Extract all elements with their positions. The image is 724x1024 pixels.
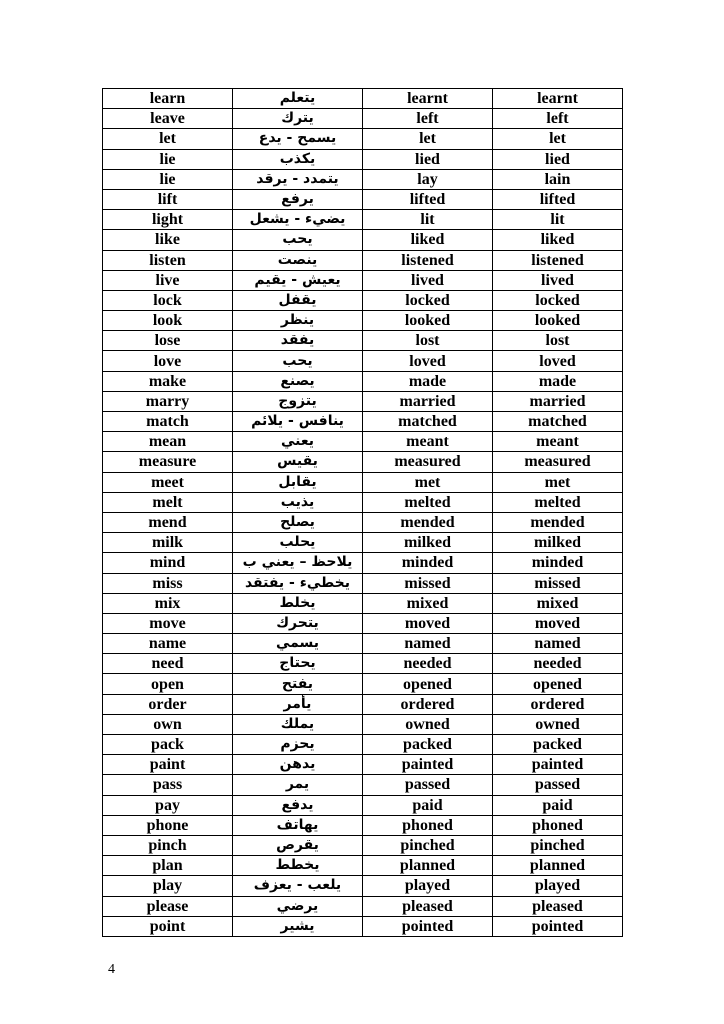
verb-arabic-meaning: يدهن: [233, 755, 363, 775]
verb-base-form: move: [103, 613, 233, 633]
table-row: [103, 613, 623, 633]
table-row: [103, 129, 623, 149]
verb-arabic-meaning: يعني: [233, 432, 363, 452]
verb-past-simple: listened: [363, 250, 493, 270]
table-row: [103, 735, 623, 755]
verb-past-simple: pointed: [363, 916, 493, 936]
verb-past-simple: minded: [363, 553, 493, 573]
table-row: [103, 896, 623, 916]
verb-past-simple: passed: [363, 775, 493, 795]
verb-past-participle: opened: [493, 674, 623, 694]
verb-past-participle: melted: [493, 492, 623, 512]
verb-past-simple: mended: [363, 512, 493, 532]
verb-base-form: match: [103, 412, 233, 432]
verb-arabic-meaning: يدفع: [233, 795, 363, 815]
verb-past-simple: needed: [363, 654, 493, 674]
verb-past-participle: lost: [493, 331, 623, 351]
verb-base-form: light: [103, 210, 233, 230]
verb-past-simple: opened: [363, 674, 493, 694]
table-row: [103, 412, 623, 432]
table-row: [103, 290, 623, 310]
verb-base-form: look: [103, 311, 233, 331]
table-row: [103, 472, 623, 492]
verb-arabic-meaning: يفتح: [233, 674, 363, 694]
verb-base-form: make: [103, 371, 233, 391]
table-row: [103, 492, 623, 512]
verb-past-participle: ordered: [493, 694, 623, 714]
table-row: [103, 250, 623, 270]
verb-base-form: play: [103, 876, 233, 896]
verb-arabic-meaning: يرفع: [233, 189, 363, 209]
verb-past-participle: minded: [493, 553, 623, 573]
verb-past-participle: moved: [493, 613, 623, 633]
verb-past-simple: loved: [363, 351, 493, 371]
verb-arabic-meaning: يخطط: [233, 856, 363, 876]
verb-arabic-meaning: يصنع: [233, 371, 363, 391]
verb-base-form: paint: [103, 755, 233, 775]
table-row: [103, 775, 623, 795]
table-row: [103, 149, 623, 169]
verb-past-simple: let: [363, 129, 493, 149]
verb-past-simple: planned: [363, 856, 493, 876]
verb-arabic-meaning: ينظر: [233, 311, 363, 331]
table-row: [103, 230, 623, 250]
verb-arabic-meaning: يقيس: [233, 452, 363, 472]
verb-past-simple: moved: [363, 613, 493, 633]
table-row: [103, 674, 623, 694]
verb-arabic-meaning: يهاتف: [233, 815, 363, 835]
verb-past-participle: matched: [493, 412, 623, 432]
verb-past-participle: married: [493, 391, 623, 411]
verb-base-form: lift: [103, 189, 233, 209]
verb-base-form: pinch: [103, 835, 233, 855]
verb-past-participle: pleased: [493, 896, 623, 916]
verb-past-simple: met: [363, 472, 493, 492]
verb-past-participle: made: [493, 371, 623, 391]
verb-arabic-meaning: يخطيء - يفتقد: [233, 573, 363, 593]
verb-arabic-meaning: يكذب: [233, 149, 363, 169]
verb-base-form: melt: [103, 492, 233, 512]
verb-past-simple: missed: [363, 573, 493, 593]
verb-past-simple: married: [363, 391, 493, 411]
verb-base-form: please: [103, 896, 233, 916]
verb-base-form: miss: [103, 573, 233, 593]
page-number: 4: [108, 962, 115, 977]
verb-past-participle: mended: [493, 512, 623, 532]
verb-base-form: milk: [103, 533, 233, 553]
verb-arabic-meaning: يسمي: [233, 634, 363, 654]
verb-past-simple: lived: [363, 270, 493, 290]
verb-arabic-meaning: يتعلم: [233, 89, 363, 109]
verb-base-form: phone: [103, 815, 233, 835]
verb-base-form: learn: [103, 89, 233, 109]
verb-past-simple: lifted: [363, 189, 493, 209]
verb-arabic-meaning: يقابل: [233, 472, 363, 492]
verb-past-participle: left: [493, 109, 623, 129]
verb-arabic-meaning: يفقد: [233, 331, 363, 351]
verb-base-form: lose: [103, 331, 233, 351]
verb-arabic-meaning: يأمر: [233, 694, 363, 714]
table-row: [103, 89, 623, 109]
verb-base-form: like: [103, 230, 233, 250]
verb-past-simple: packed: [363, 735, 493, 755]
verb-past-participle: milked: [493, 533, 623, 553]
verb-past-simple: ordered: [363, 694, 493, 714]
verb-past-participle: named: [493, 634, 623, 654]
verb-base-form: mind: [103, 553, 233, 573]
verb-past-simple: pinched: [363, 835, 493, 855]
verb-base-form: mix: [103, 593, 233, 613]
table-row: [103, 210, 623, 230]
verb-arabic-meaning: يلاحظ – يعني ب: [233, 553, 363, 573]
verb-past-participle: pointed: [493, 916, 623, 936]
verb-arabic-meaning: يلعب - يعزف: [233, 876, 363, 896]
table-row: [103, 815, 623, 835]
verb-base-form: pay: [103, 795, 233, 815]
table-row: [103, 654, 623, 674]
verb-arabic-meaning: يضيء - يشعل: [233, 210, 363, 230]
verb-arabic-meaning: يمر: [233, 775, 363, 795]
table-row: [103, 331, 623, 351]
verb-arabic-meaning: يحلب: [233, 533, 363, 553]
verb-base-form: mend: [103, 512, 233, 532]
verb-past-participle: mixed: [493, 593, 623, 613]
verb-past-participle: missed: [493, 573, 623, 593]
verb-past-simple: measured: [363, 452, 493, 472]
table-row: [103, 755, 623, 775]
verb-arabic-meaning: يقفل: [233, 290, 363, 310]
verb-arabic-meaning: يحزم: [233, 735, 363, 755]
table-row: [103, 876, 623, 896]
verb-base-form: lock: [103, 290, 233, 310]
verb-arabic-meaning: يترك: [233, 109, 363, 129]
verb-past-simple: lit: [363, 210, 493, 230]
verb-past-simple: learnt: [363, 89, 493, 109]
verb-past-participle: played: [493, 876, 623, 896]
verb-past-simple: painted: [363, 755, 493, 775]
verb-arabic-meaning: يتمدد - يرقد: [233, 169, 363, 189]
verb-arabic-meaning: يحب: [233, 351, 363, 371]
verb-arabic-meaning: يصلح: [233, 512, 363, 532]
verb-base-form: need: [103, 654, 233, 674]
table-row: [103, 432, 623, 452]
verb-past-simple: owned: [363, 714, 493, 734]
table-row: [103, 391, 623, 411]
verb-past-participle: planned: [493, 856, 623, 876]
verb-base-form: mean: [103, 432, 233, 452]
table-row: [103, 795, 623, 815]
verb-base-form: point: [103, 916, 233, 936]
table-row: [103, 593, 623, 613]
verb-past-simple: named: [363, 634, 493, 654]
verb-past-participle: lied: [493, 149, 623, 169]
verb-base-form: listen: [103, 250, 233, 270]
verb-past-participle: passed: [493, 775, 623, 795]
verb-past-participle: needed: [493, 654, 623, 674]
verb-past-participle: packed: [493, 735, 623, 755]
table-row: [103, 634, 623, 654]
verb-arabic-meaning: ينصت: [233, 250, 363, 270]
verb-past-participle: learnt: [493, 89, 623, 109]
verb-past-participle: locked: [493, 290, 623, 310]
verb-past-participle: lifted: [493, 189, 623, 209]
verb-base-form: meet: [103, 472, 233, 492]
verb-past-simple: looked: [363, 311, 493, 331]
verb-past-participle: measured: [493, 452, 623, 472]
verb-base-form: measure: [103, 452, 233, 472]
verb-base-form: marry: [103, 391, 233, 411]
verb-past-simple: paid: [363, 795, 493, 815]
verb-past-simple: locked: [363, 290, 493, 310]
verb-arabic-meaning: يقرص: [233, 835, 363, 855]
verb-past-simple: left: [363, 109, 493, 129]
verb-past-participle: paid: [493, 795, 623, 815]
verb-past-simple: liked: [363, 230, 493, 250]
verb-base-form: pack: [103, 735, 233, 755]
verb-past-participle: meant: [493, 432, 623, 452]
verb-past-simple: made: [363, 371, 493, 391]
verb-past-simple: pleased: [363, 896, 493, 916]
verb-base-form: lie: [103, 169, 233, 189]
verb-past-participle: lit: [493, 210, 623, 230]
table-row: [103, 189, 623, 209]
verb-past-simple: meant: [363, 432, 493, 452]
verb-base-form: lie: [103, 149, 233, 169]
table-row: [103, 270, 623, 290]
verb-arabic-meaning: يخلط: [233, 593, 363, 613]
verb-past-participle: listened: [493, 250, 623, 270]
verb-past-simple: milked: [363, 533, 493, 553]
verb-past-participle: looked: [493, 311, 623, 331]
verb-arabic-meaning: يسمح - يدع: [233, 129, 363, 149]
table-row: [103, 553, 623, 573]
verb-arabic-meaning: يتحرك: [233, 613, 363, 633]
table-row: [103, 856, 623, 876]
table-row: [103, 533, 623, 553]
verb-base-form: own: [103, 714, 233, 734]
verb-base-form: leave: [103, 109, 233, 129]
verb-past-simple: lay: [363, 169, 493, 189]
verb-base-form: pass: [103, 775, 233, 795]
table-row: [103, 694, 623, 714]
table-row: [103, 512, 623, 532]
verb-past-simple: lied: [363, 149, 493, 169]
table-row: [103, 452, 623, 472]
verb-past-simple: lost: [363, 331, 493, 351]
verb-past-participle: liked: [493, 230, 623, 250]
table-row: [103, 169, 623, 189]
verbs-table-body: [103, 89, 623, 937]
table-row: [103, 835, 623, 855]
verb-arabic-meaning: يعيش - يقيم: [233, 270, 363, 290]
verb-past-participle: lain: [493, 169, 623, 189]
table-row: [103, 714, 623, 734]
table-row: [103, 573, 623, 593]
verb-base-form: love: [103, 351, 233, 371]
verb-past-participle: loved: [493, 351, 623, 371]
verb-past-participle: pinched: [493, 835, 623, 855]
verb-past-participle: lived: [493, 270, 623, 290]
verb-past-participle: owned: [493, 714, 623, 734]
verb-past-simple: phoned: [363, 815, 493, 835]
verb-arabic-meaning: ينافس - يلائم: [233, 412, 363, 432]
verb-past-simple: melted: [363, 492, 493, 512]
verb-arabic-meaning: يحب: [233, 230, 363, 250]
verb-base-form: plan: [103, 856, 233, 876]
verb-arabic-meaning: يتزوج: [233, 391, 363, 411]
verb-base-form: order: [103, 694, 233, 714]
table-row: [103, 371, 623, 391]
table-row: [103, 351, 623, 371]
verb-past-participle: let: [493, 129, 623, 149]
verb-past-simple: played: [363, 876, 493, 896]
verb-past-simple: mixed: [363, 593, 493, 613]
verb-arabic-meaning: يذيب: [233, 492, 363, 512]
table-row: [103, 916, 623, 936]
verb-arabic-meaning: يرضي: [233, 896, 363, 916]
verb-base-form: live: [103, 270, 233, 290]
verb-past-simple: matched: [363, 412, 493, 432]
verbs-table: [102, 88, 623, 937]
verb-arabic-meaning: يملك: [233, 714, 363, 734]
verb-arabic-meaning: يحتاج: [233, 654, 363, 674]
verb-arabic-meaning: يشير: [233, 916, 363, 936]
table-row: [103, 109, 623, 129]
table-row: [103, 311, 623, 331]
verb-base-form: let: [103, 129, 233, 149]
verb-base-form: name: [103, 634, 233, 654]
verb-past-participle: met: [493, 472, 623, 492]
verb-past-participle: painted: [493, 755, 623, 775]
verb-past-participle: phoned: [493, 815, 623, 835]
verb-base-form: open: [103, 674, 233, 694]
